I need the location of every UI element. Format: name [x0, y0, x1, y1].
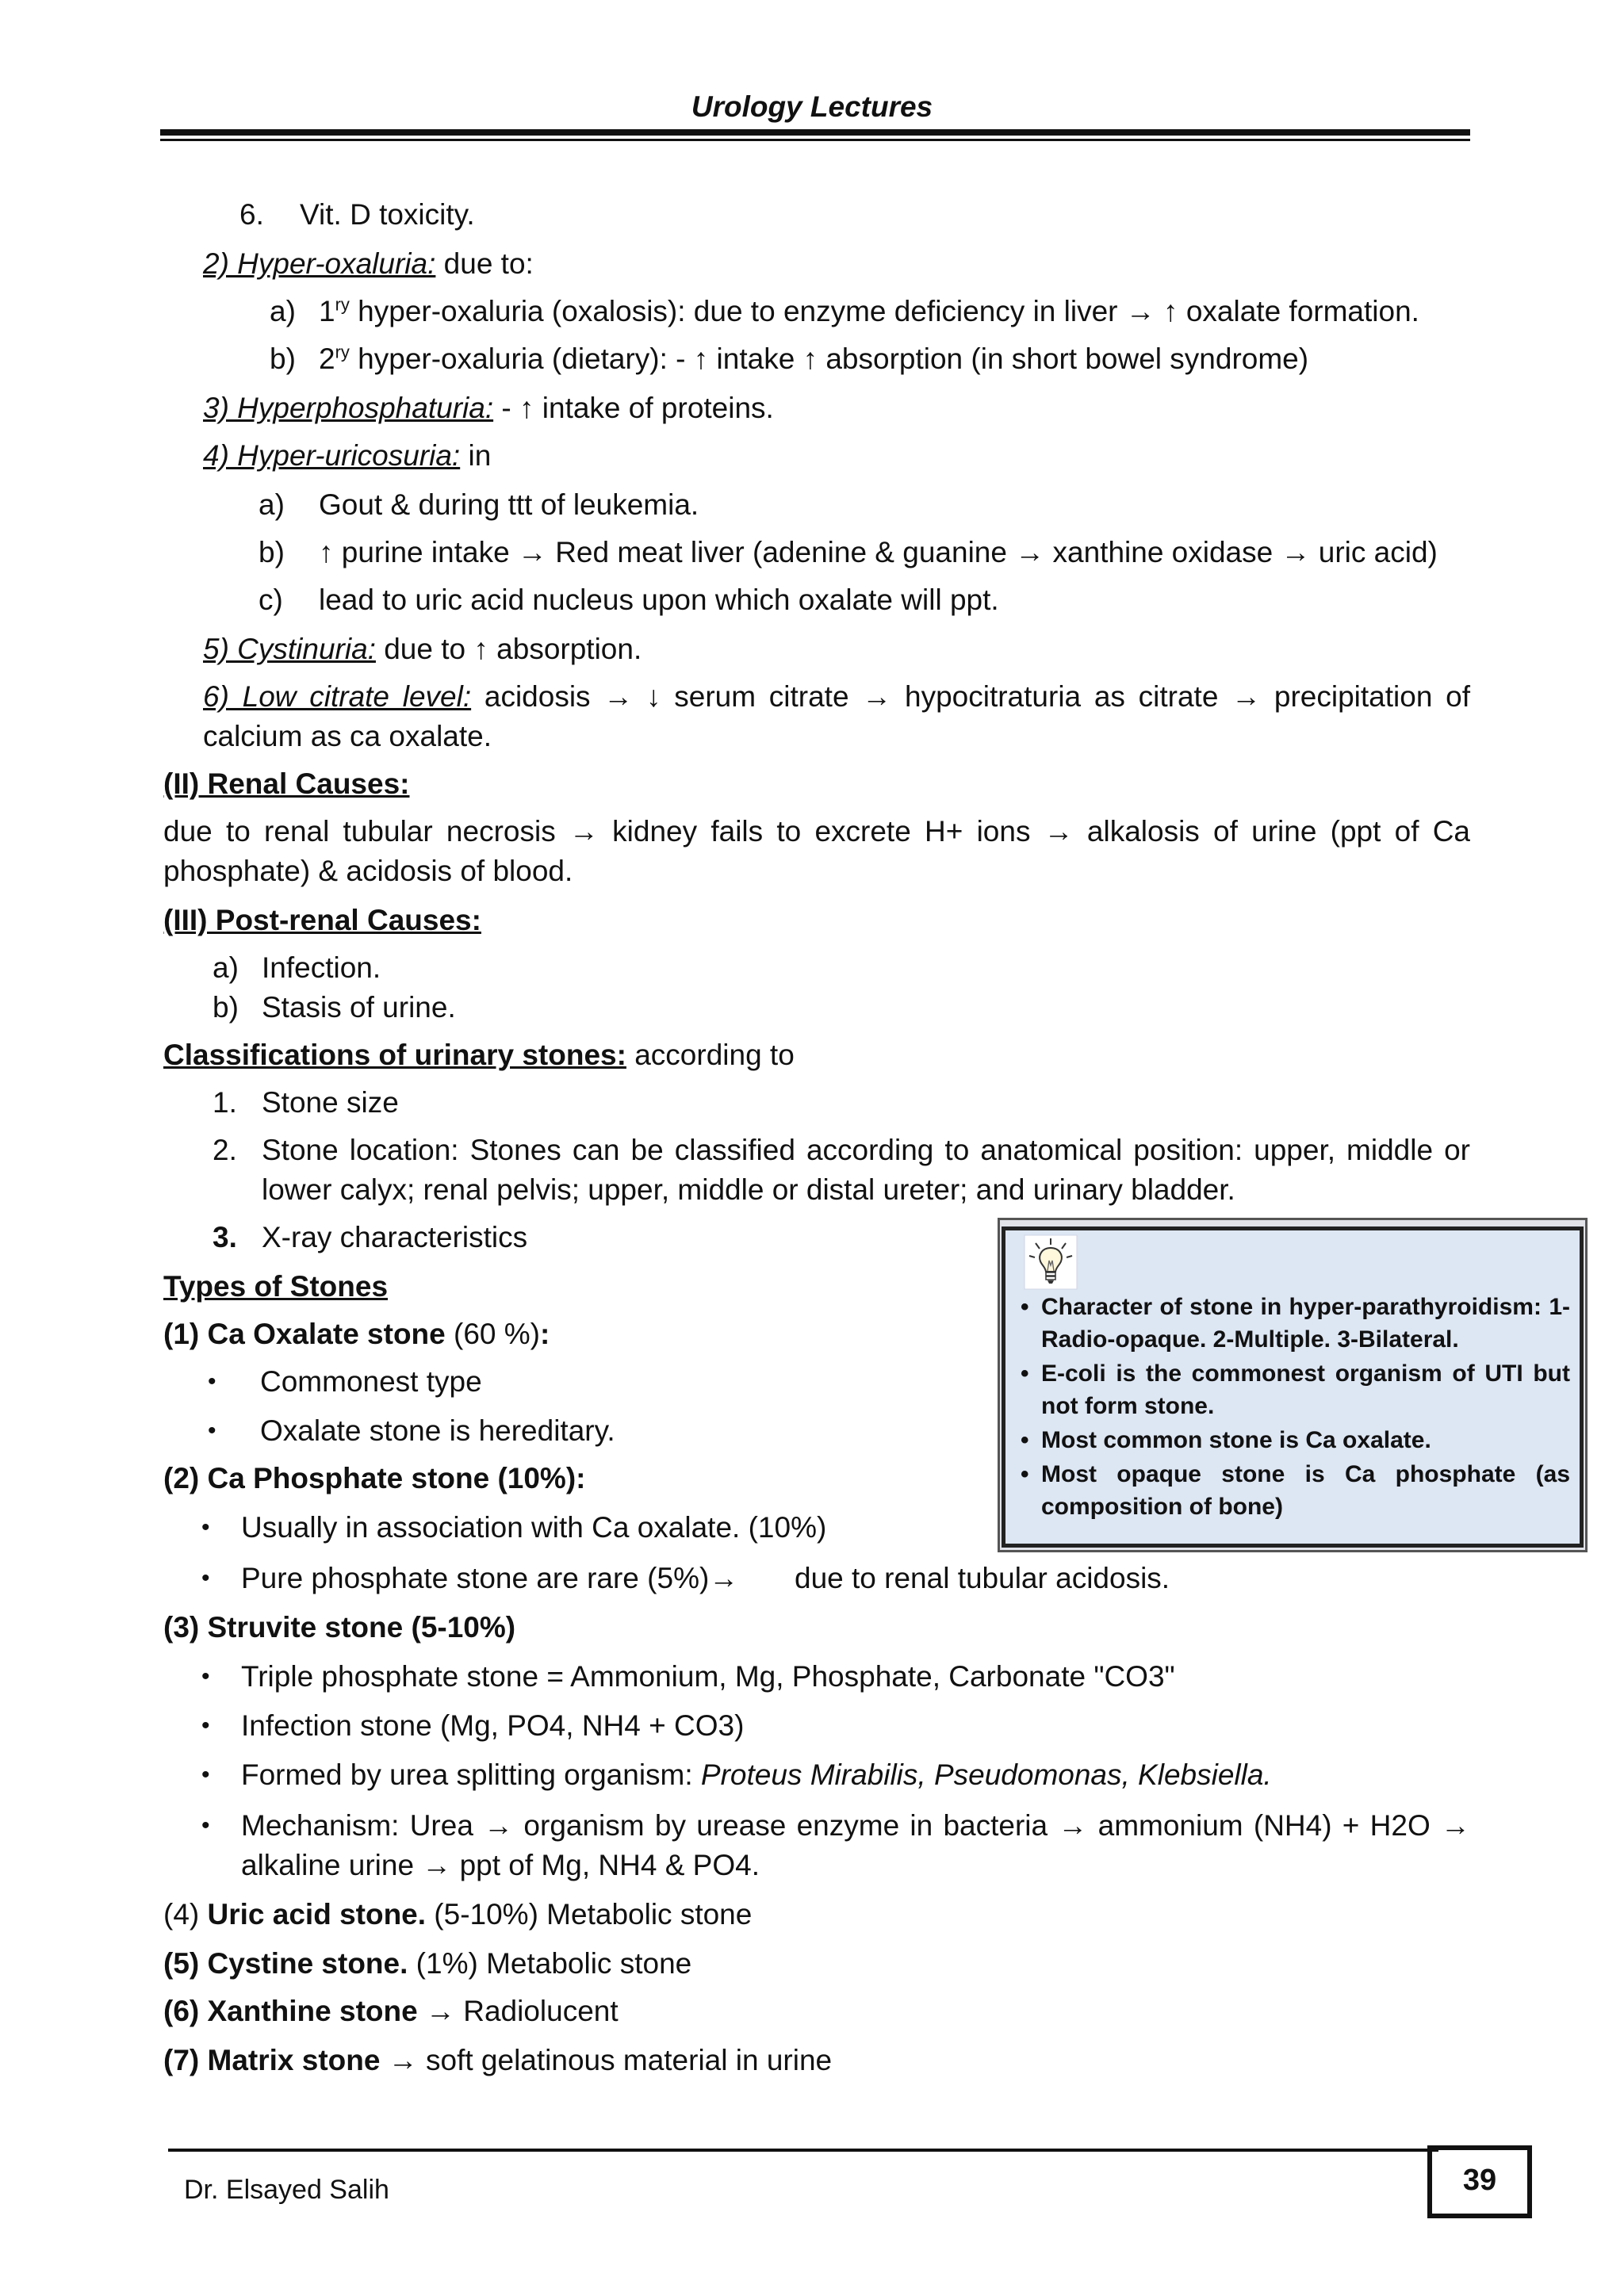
cystinuria-title: 5) Cystinuria: [203, 633, 376, 665]
list-item-label: a) [259, 488, 285, 521]
postrenal-causes-heading: (III) Post-renal Causes: [163, 904, 481, 936]
list-item-stasis: Stasis of urine. [262, 991, 456, 1024]
bullet-icon: • [208, 1418, 216, 1444]
note-box-list [1019, 1291, 1570, 1525]
footer-author: Dr. Elsayed Salih [184, 2175, 389, 2205]
list-item-triple-phosphate: Triple phosphate stone = Ammonium, Mg, Phosphate, Carbonate "CO3" [241, 1660, 1175, 1693]
organism-names: Proteus Mirabilis, Pseudomonas, Klebsiella. [700, 1758, 1272, 1791]
ordinal-number: 1 [319, 295, 335, 327]
list-item-vitd [239, 195, 264, 235]
list-item-stone-location-continued: lower calyx; renal pelvis; upper, middle or distal ureter; and urinary bladder. [262, 1173, 1235, 1206]
uric-acid-title: Uric acid stone. [207, 1898, 427, 1931]
list-item-mechanism: Mechanism: Urea → organism by urease enzyme in bacteria → ammonium (NH4) + H2O → [241, 1809, 1470, 1842]
list-item-pure-phosphate: Pure phosphate stone are rare (5%)→ [241, 1562, 739, 1594]
xanthine-rest: → Radiolucent [417, 1995, 619, 2027]
list-item-gout: Gout & during ttt of leukemia. [319, 488, 699, 521]
hyperphosphaturia-title: 3) Hyperphosphaturia: [203, 392, 494, 424]
xanthine-stone-line [163, 1992, 619, 2031]
matrix-rest: → soft gelatinous material in urine [380, 2044, 833, 2076]
cystine-title: (5) Cystine stone. [163, 1947, 408, 1980]
hyperuricosuria-heading [203, 436, 491, 476]
dietary-text: hyper-oxaluria (dietary): - ↑ intake ↑ absorption (in short bowel syndrome) [349, 342, 1309, 375]
list-item-infection: Infection. [262, 951, 381, 984]
ca-phosphate-heading: (2) Ca Phosphate stone (10%): [163, 1462, 586, 1494]
note-item: • Most common stone is Ca oxalate. [1019, 1424, 1570, 1456]
bullet-icon: • [201, 1762, 210, 1788]
note-item: • E-coli is the commonest organism of UTI but not form stone. [1019, 1357, 1570, 1422]
list-item-nucleus: lead to uric acid nucleus upon which oxalate will ppt. [319, 584, 999, 616]
classifications-rest: according to [626, 1039, 795, 1071]
matrix-title: (7) Matrix stone [163, 2044, 381, 2076]
list-item-label: a) [213, 951, 239, 984]
hyperoxaluria-rest: due to: [435, 247, 534, 280]
cystinuria-line [203, 629, 642, 669]
ordinal-number: 2 [319, 342, 335, 375]
struvite-heading: (3) Struvite stone (5-10%) [163, 1611, 516, 1644]
bullet-icon: • [201, 1514, 210, 1540]
header-rule [160, 129, 1470, 136]
list-number: 3. [213, 1221, 237, 1253]
hyperphosphaturia-line [203, 388, 774, 428]
cystine-stone-line [163, 1944, 691, 1984]
lightbulb-icon [1023, 1234, 1078, 1291]
renal-causes-text: due to renal tubular necrosis → kidney fails to excrete H+ ions → alkalosis of urine (ppt of Ca [163, 815, 1470, 848]
classifications-title: Classifications of urinary stones: [163, 1039, 626, 1071]
bullet-icon: • [208, 1368, 216, 1395]
uric-acid-number: (4) [163, 1898, 208, 1931]
list-item-urea-splitting [241, 1755, 1272, 1795]
citrate-line-continued: calcium as ca oxalate. [203, 720, 492, 752]
citrate-title: 6) Low citrate level: [203, 680, 472, 713]
vitd-text: Vit. D toxicity. [300, 198, 475, 231]
bullet-icon: • [201, 1565, 210, 1591]
cystine-rest: (1%) Metabolic stone [408, 1947, 692, 1980]
uric-acid-rest: (5-10%) Metabolic stone [426, 1898, 753, 1931]
list-item-stone-location: Stone location: Stones can be classified according to anatomical position: upper, middle or [262, 1134, 1470, 1166]
list-item-stone-size: Stone size [262, 1086, 399, 1119]
ca-oxalate-colon: : [540, 1318, 550, 1350]
bullet-icon: • [201, 1663, 210, 1689]
list-item-association: Usually in association with Ca oxalate. (10%) [241, 1511, 827, 1544]
hyperoxaluria-heading [203, 244, 534, 284]
list-number: 2. [213, 1134, 237, 1166]
ca-oxalate-percent: (60 %) [445, 1318, 540, 1350]
list-item-purine: ↑ purine intake → Red meat liver (adenine & guanine → xanthine oxidase → uric acid) [319, 536, 1438, 568]
cystinuria-rest: due to ↑ absorption. [375, 633, 642, 665]
list-item-label: b) [270, 342, 296, 375]
types-of-stones-heading: Types of Stones [163, 1270, 389, 1303]
hyperuricosuria-rest: in [460, 439, 492, 472]
list-item-infection-stone: Infection stone (Mg, PO4, NH4 + CO3) [241, 1709, 745, 1742]
list-item-label: a) [270, 295, 296, 327]
hyperoxaluria-title: 2) Hyper-oxaluria: [203, 247, 436, 280]
citrate-rest: acidosis → ↓ serum citrate → hypocitraturia as citrate → precipitation of [471, 680, 1470, 713]
list-item-label: c) [259, 584, 283, 616]
running-header-title: Urology Lectures [691, 90, 933, 123]
list-item-xray: X-ray characteristics [262, 1221, 528, 1253]
bullet-icon: • [201, 1812, 210, 1839]
list-item-dietary [319, 339, 1308, 379]
matrix-stone-line [163, 2041, 832, 2080]
header-rule-thin [160, 139, 1470, 141]
ca-oxalate-title: (1) Ca Oxalate stone [163, 1318, 446, 1350]
bullet-icon: • [201, 1712, 210, 1739]
list-number: 1. [213, 1086, 237, 1119]
hyperphosphaturia-rest: - ↑ intake of proteins. [493, 392, 774, 424]
list-item-commonest: Commonest type [260, 1365, 482, 1398]
list-item-label: b) [259, 536, 285, 568]
footer-rule [168, 2149, 1438, 2152]
ordinal-suffix: ry [335, 342, 350, 362]
oxalosis-text: hyper-oxaluria (oxalosis): due to enzyme deficiency in liver → ↑ oxalate formation. [349, 295, 1419, 327]
ca-oxalate-heading [163, 1314, 550, 1354]
uric-acid-stone-line [163, 1895, 752, 1934]
page-number: 39 [1427, 2145, 1532, 2218]
list-item-hereditary: Oxalate stone is hereditary. [260, 1414, 615, 1447]
classifications-heading [163, 1035, 795, 1075]
xanthine-title: (6) Xanthine stone [163, 1995, 418, 2027]
note-item: • Most opaque stone is Ca phosphate (as composition of bone) [1019, 1458, 1570, 1523]
urea-splitting-text: Formed by urea splitting organism: [241, 1758, 701, 1791]
list-item-text [300, 195, 475, 235]
list-item-pure-phosphate-cause: due to renal tubular acidosis. [795, 1562, 1170, 1594]
list-item-oxalosis [319, 292, 1419, 331]
hyperuricosuria-title: 4) Hyper-uricosuria: [203, 439, 461, 472]
note-item: • Character of stone in hyper-parathyroidism: 1-Radio-opaque. 2-Multiple. 3-Bilateral. [1019, 1291, 1570, 1356]
citrate-line [203, 677, 1470, 717]
renal-causes-text-continued: phosphate) & acidosis of blood. [163, 855, 573, 887]
list-number: 6. [239, 198, 264, 231]
list-item-label: b) [213, 991, 239, 1024]
ordinal-suffix: ry [335, 294, 350, 315]
renal-causes-heading: (II) Renal Causes: [163, 767, 410, 800]
list-item-mechanism-continued: alkaline urine → ppt of Mg, NH4 & PO4. [241, 1849, 760, 1881]
